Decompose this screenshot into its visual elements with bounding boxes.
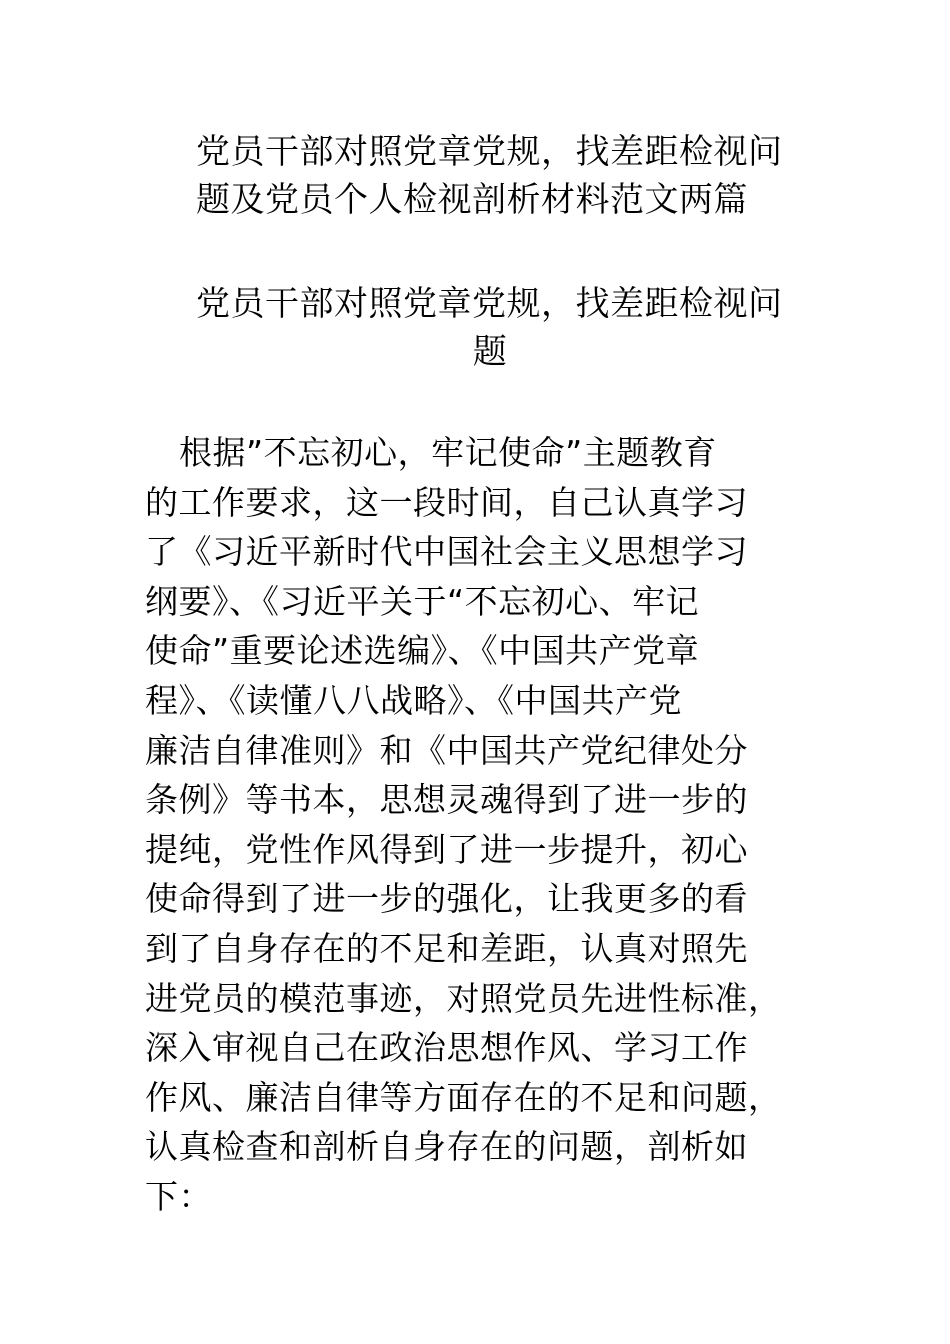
body-line: 提纯，党性作风得到了进一步提升，初心 [145, 829, 748, 869]
body-line: 程》、《读懂八八战略》、《中国共产党 [145, 680, 682, 720]
body-line: 作风、廉洁自律等方面存在的不足和问题， [145, 1077, 782, 1117]
body-paragraph [145, 428, 815, 1222]
body-line: 根据”不忘初心，牢记使命”主题教育 [179, 433, 717, 472]
document-title [196, 128, 796, 224]
body-line: 了《习近平新时代中国社会主义思想学习 [145, 532, 748, 572]
body-line: 进党员的模范事迹，对照党员先进性标准， [145, 978, 782, 1018]
body-line: 深入审视自己在政治思想作风、学习工作 [145, 1028, 748, 1068]
body-line: 使命得到了进一步的强化，让我更多的看 [145, 879, 748, 919]
body-line: 纲要》、《习近平关于“不忘初心、牢记 [145, 581, 700, 621]
body-line: 廉洁自律准则》和《中国共产党纪律处分 [145, 730, 748, 770]
section-title-line-2: 题 [472, 332, 508, 372]
section-title [140, 280, 840, 376]
section-title-line-1: 党员干部对照党章党规，找差距检视问 [196, 284, 783, 324]
body-line: 的工作要求，这一段时间，自己认真学习 [145, 482, 748, 522]
body-line: 认真检查和剖析自身存在的问题，剖析如 [145, 1127, 748, 1167]
body-line: 下： [145, 1176, 212, 1216]
body-line: 条例》等书本，思想灵魂得到了进一步的 [145, 780, 748, 820]
body-line: 使命”重要论述选编》、《中国共产党章 [145, 631, 700, 671]
body-line: 到了自身存在的不足和差距，认真对照先 [145, 928, 748, 968]
document-title-line-2: 题及党员个人检视剖析材料范文两篇 [196, 180, 748, 220]
document-title-line-1: 党员干部对照党章党规，找差距检视问 [196, 132, 783, 172]
